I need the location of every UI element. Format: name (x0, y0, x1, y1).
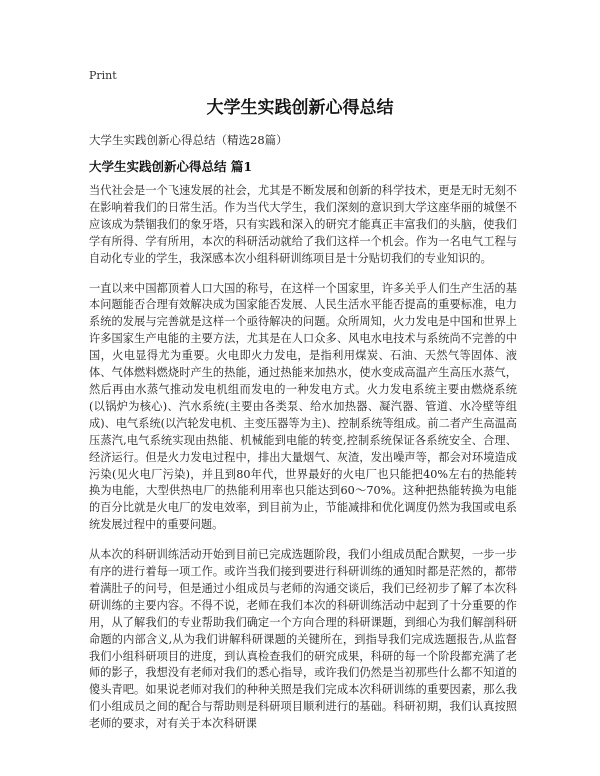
article-body (89, 183, 517, 746)
article-subtitle: 大学生实践创新心得总结（精选28篇） (89, 133, 288, 147)
print-link[interactable]: Print (89, 69, 117, 82)
page-title: 大学生实践创新心得总结 (206, 98, 394, 118)
section-heading: 大学生实践创新心得总结 篇1 (89, 159, 253, 174)
paragraph-3: 从本次的科研训练活动开始到目前已完成选题阶段，我们小组成员配合默契，一步一步有序的进行着每一项工作。或许当我们接到要进行科研训练的通知时都是茫然的，都带着满肚子的问号，但是通过小组成员与老师的沟通交谈后，我们已经初步了解了本次科研训练的主要内容。不得不说，老师在我们本次的科研训练活动中起到了十分重要的作用，从了解我们的专业帮助我们确定一个方向合理的科研课题，到细心为我们解剖科研命题的内部含义,从为我们讲解科研课题的关键所在，到指导我们完成选题报告,从监督我们小组科研项目的进度，到认真检查我们的研究成果，科研的每一个阶段都充满了老师的影子，我想没有老师对我们的悉心指导，或许我们仍然是当初那些什么都不知道的傻头青吧。如果说老师对我们的种种关照是我们完成本次科研训练的重要因素，那么我们小组成员之间的配合与帮助则是科研项目顺利进行的基础。科研初期，我们认真按照老师的要求，对有关于本次科研课 (89, 548, 517, 731)
paragraph-1: 当代社会是一个飞速发展的社会，尤其是不断发展和创新的科学技术，更是无时无刻不在影响着我们的日常生活。作为当代大学生，我们深刻的意识到大学这座华丽的城堡不应该成为禁锢我们的象牙塔，只有实践和深入的研究才能真正丰富我们的头脑，使我们学有所得、学有所用，本次的科研活动就给了我们这样一个机会。作为一名电气工程与自动化专业的学生，我深感本次小组科研训练项目是十分贴切我们的专业知识的。 (89, 184, 517, 265)
paragraph-2: 一直以来中国都顶着人口大国的称号，在这样一个国家里，许多关乎人们生产生活的基本问题能否合理有效解决成为国家能否发展、人民生活水平能否提高的重要标准，电力系统的发展与完善就是这样一个亟待解决的问题。众所周知，火力发电是中国和世界上许多国家生产电能的主要方法，尤其是在人口众多、风电水电技术与系统尚不完善的中国，火电显得尤为重要。火电即火力发电，是指利用煤炭、石油、天然气等固体、液体、气体燃料燃烧时产生的热能，通过热能来加热水，使水变成高温产生高压水蒸气，然后再由水蒸气推动发电机组而发电的一种发电方式。火力发电系统主要由燃烧系统(以锅炉为核心)、汽水系统(主要由各类泵、给水加热器、凝汽器、管道、水冷壁等组成)、电气系统(以汽轮发电机、主变压器等为主)、控制系统等组成。前二者产生高温高压蒸汽,电气系统实现由热能、机械能到电能的转变,控制系统保证各系统安全、合理、经济运行。但是火力发电过程中，排出大量烟气、灰渣，发出噪声等，都会对环境造成污染(见火电厂污染)，并且到80年代，世界最好的火电厂也只能把40%左右的热能转换为电能，大型供热电厂的热能利用率也只能达到60～70%。这种把热能转换为电能的百分比就是火电厂的发电效率，到目前为止，节能减排和优化调度仍然为我国或电系统发展过程中的重要问题。 (89, 281, 517, 532)
